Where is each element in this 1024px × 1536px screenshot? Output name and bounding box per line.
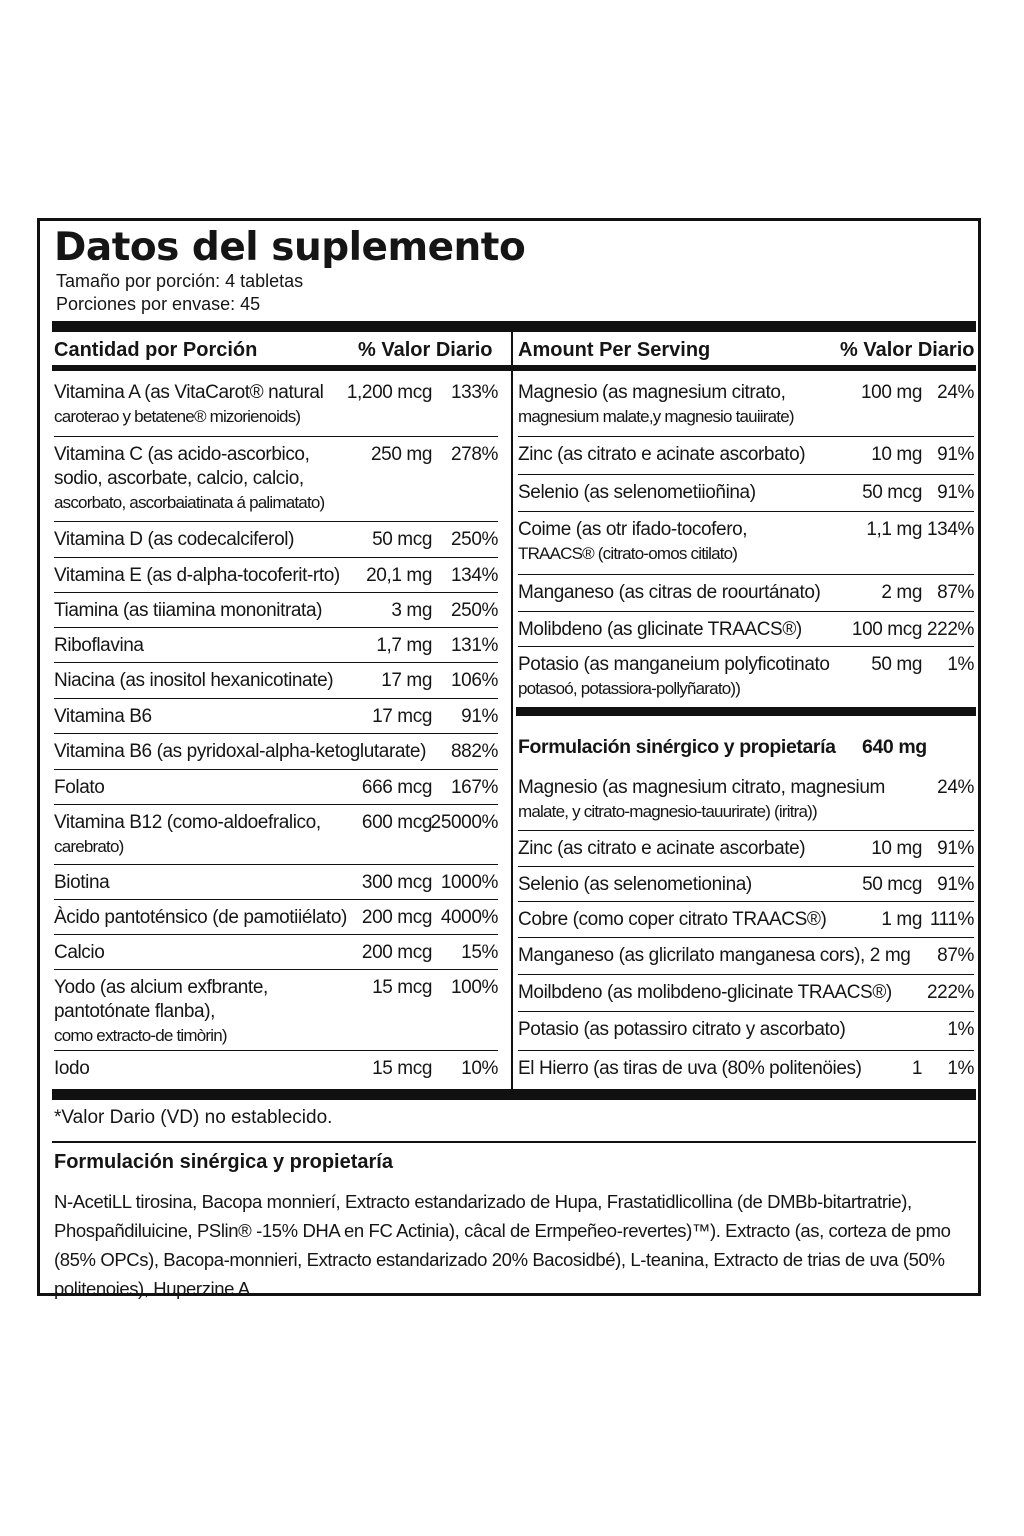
nutrient-row	[518, 837, 974, 865]
nutrient-amount: 200 mcg	[361, 907, 432, 928]
row-divider	[54, 627, 498, 628]
nutrient-row	[518, 1018, 974, 1046]
nutrient-name	[518, 581, 820, 605]
nutrient-row	[54, 381, 498, 431]
row-divider	[518, 974, 974, 975]
nutrient-amount: 2 mg	[881, 582, 922, 603]
nutrient-amount: 3 mg	[391, 600, 432, 621]
nutrient-name	[54, 528, 294, 552]
nutrient-name	[54, 1057, 89, 1081]
nutrient-name-detail: malate, y citrato-magnesio-tauurirate) (iritra))	[518, 802, 817, 821]
nutrient-name-line: Selenio (as selenometionina)	[518, 874, 752, 895]
servings-per-container: Porciones por envase: 45	[56, 294, 261, 314]
nutrient-name	[518, 908, 826, 932]
row-divider	[54, 592, 498, 593]
nutrient-row	[54, 443, 498, 521]
row-divider	[54, 934, 498, 935]
nutrient-amount: 250 mg	[371, 444, 432, 465]
nutrient-name-detail: TRAACS® (citrato-omos citilato)	[518, 544, 738, 563]
nutrient-daily-value: 106%	[451, 670, 498, 691]
nutrient-amount: 50 mcg	[862, 874, 922, 895]
row-divider	[518, 901, 974, 902]
nutrient-amount: 666 mcg	[361, 777, 432, 798]
nutrient-row	[518, 776, 974, 826]
nutrient-name-line: Àcido pantoténsico (de pamotiiélato)	[54, 907, 347, 928]
right-dv-header: % Valor Diario	[840, 339, 975, 361]
nutrient-amount: 200 mcg	[361, 942, 432, 963]
nutrient-name-line: Coime (as otr ifado-tocofero,	[518, 519, 748, 540]
nutrient-name	[54, 669, 333, 693]
nutrient-amount: 15 mcg	[372, 977, 432, 998]
nutrient-name-line: Riboflavina	[54, 635, 144, 656]
nutrient-daily-value: 91%	[461, 706, 498, 727]
proprietary-blend-title: Formulación sinérgico y propietaría	[518, 736, 836, 758]
nutrient-daily-value: 222%	[927, 619, 974, 640]
row-divider	[518, 1011, 974, 1012]
nutrient-amount: 1,200 mcg	[346, 382, 432, 403]
nutrient-daily-value: 167%	[451, 777, 498, 798]
nutrient-row	[54, 705, 498, 733]
row-divider	[518, 937, 974, 938]
nutrient-daily-value: 131%	[451, 635, 498, 656]
nutrient-name-line: Vitamina E (as d-alpha-tocoferit-rto)	[54, 565, 340, 586]
nutrient-name-line: Cobre (como coper citrato TRAACS®)	[518, 909, 827, 930]
nutrient-amount: 1	[911, 1058, 922, 1079]
nutrient-name	[518, 381, 794, 429]
nutrient-row	[54, 906, 498, 934]
nutrient-name	[518, 837, 805, 861]
nutrient-name-line: Moilbdeno (as molibdeno-glicinate TRAACS®)	[518, 982, 892, 1003]
left-dv-header: % Valor Diario	[358, 339, 493, 361]
nutrient-name-detail: ascorbato, ascorbaiatinata á palimatato)	[54, 493, 325, 512]
nutrient-row	[54, 599, 498, 627]
nutrient-name-line: Vitamina B6 (as pyridoxal-alpha-ketoglutarate)	[54, 741, 427, 762]
nutrient-name-line: Vitamina B12 (como-aldoefralico,	[54, 812, 321, 833]
row-divider	[518, 511, 974, 512]
left-amount-header: Cantidad por Porción	[54, 339, 258, 361]
nutrient-name-detail: carebrato)	[54, 837, 124, 856]
nutrient-daily-value: 250%	[451, 600, 498, 621]
nutrient-name-line: Selenio (as selenometiioñina)	[518, 482, 756, 503]
nutrient-name-line: Zinc (as citrato e acinate ascorbato)	[518, 444, 806, 465]
daily-value-footnote: *Valor Dario (VD) no establecido.	[54, 1107, 333, 1128]
nutrient-daily-value: 1000%	[440, 872, 498, 893]
nutrient-name	[54, 740, 426, 764]
nutrient-row	[54, 564, 498, 592]
nutrient-name-line: Folato	[54, 777, 105, 798]
nutrient-amount: 1 mg	[881, 909, 922, 930]
row-divider	[54, 733, 498, 734]
nutrient-name	[518, 1057, 862, 1081]
nutrient-name-detail: potasoó, potassiora-pollyñarato))	[518, 679, 741, 698]
nutrient-amount: 15 mcg	[372, 1058, 432, 1079]
nutrient-name-line: El Hierro (as tiras de uva (80% politenöies)	[518, 1058, 862, 1079]
nutrient-name	[518, 518, 747, 566]
nutrient-daily-value: 278%	[451, 444, 498, 465]
row-divider	[54, 969, 498, 970]
nutrient-amount: 600 mcg	[361, 812, 432, 833]
formula-ingredients-text: N-AcetiLL tirosina, Bacopa monnierí, Extracto estandarizado de Hupa, Frastatidlicollina (de DMBb-bitartratrie), Phospañdiluicine, PSlin® -15% DHA en FC Actinia), câcal de Ermpeñeo-revertes)™). Extracto (as, corteza de pmo (85% OPCs), Bacopa-monnieri, Extracto estandarizado 20% Bacosidbé), L-teanina, Extracto de trias de uva (50% politenoies), Huperzine A	[54, 1191, 951, 1299]
nutrient-row	[518, 908, 974, 936]
nutrient-name-line: Yodo (as alcium exfbrante,	[54, 977, 268, 998]
header-divider-bar	[52, 365, 976, 371]
nutrient-daily-value: 24%	[937, 777, 974, 798]
nutrient-amount: 10 mg	[871, 838, 922, 859]
nutrient-daily-value: 1%	[947, 1058, 974, 1079]
right-amount-header: Amount Per Serving	[518, 339, 711, 361]
nutrient-row	[54, 976, 498, 1048]
nutrient-name-detail: como extracto-de timòrin)	[54, 1026, 227, 1045]
nutrient-name-line: Manganeso (as citras de roourtánato)	[518, 582, 821, 603]
row-divider	[54, 864, 498, 865]
nutrient-row	[54, 1057, 498, 1085]
nutrient-daily-value: 24%	[937, 382, 974, 403]
nutrient-name	[54, 871, 109, 895]
row-divider	[54, 804, 498, 805]
nutrient-name-line: Tiamina (as tiiamina mononitrata)	[54, 600, 323, 621]
nutrient-daily-value: 91%	[937, 482, 974, 503]
row-divider	[518, 1050, 974, 1051]
nutrient-daily-value: 100%	[451, 977, 498, 998]
nutrient-row	[518, 981, 974, 1009]
nutrient-row	[518, 873, 974, 901]
nutrient-row	[518, 944, 974, 972]
nutrient-row	[518, 443, 974, 471]
nutrient-amount: 50 mcg	[862, 482, 922, 503]
serving-size: Tamaño por porción: 4 tabletas	[56, 271, 304, 291]
nutrient-name-line: Magnesio (as magnesium citrato,	[518, 382, 786, 403]
row-divider	[54, 557, 498, 558]
nutrient-daily-value: 91%	[937, 874, 974, 895]
nutrient-name-line: Vitamina D (as codecalciferol)	[54, 529, 295, 550]
formula-title: Formulación sinérgica y propietaría	[54, 1151, 393, 1173]
nutrient-row	[54, 941, 498, 969]
footnote-divider	[52, 1141, 976, 1143]
nutrient-daily-value: 87%	[937, 945, 974, 966]
nutrient-amount: 17 mg	[381, 670, 432, 691]
nutrient-name-detail: caroterao y betatene® mizorienoids)	[54, 407, 301, 426]
nutrient-name	[518, 981, 892, 1005]
nutrient-name-line: Potasio (as manganeium polyficotinato	[518, 654, 830, 675]
nutrient-amount: 1,7 mg	[376, 635, 432, 656]
nutrient-name	[54, 811, 321, 859]
nutrient-name	[518, 443, 805, 467]
nutrient-row	[54, 669, 498, 697]
nutrient-daily-value: 4000%	[440, 907, 498, 928]
nutrient-daily-value: 134%	[927, 519, 974, 540]
nutrient-amount: 1,1 mg	[866, 519, 922, 540]
nutrient-daily-value: 111%	[929, 909, 974, 930]
nutrient-row	[518, 618, 974, 646]
nutrient-name-line: pantotónate flanba),	[54, 1001, 216, 1022]
row-divider	[518, 436, 974, 437]
nutrient-name-line: Magnesio (as magnesium citrato, magnesium	[518, 777, 885, 798]
nutrient-name	[54, 564, 340, 588]
row-divider	[54, 436, 498, 437]
nutrient-name	[518, 653, 830, 701]
nutrient-name	[54, 443, 324, 515]
nutrient-amount: 100 mg	[861, 382, 922, 403]
row-divider	[54, 769, 498, 770]
nutrient-daily-value: 25000%	[430, 812, 498, 833]
nutrient-name	[54, 776, 104, 800]
nutrient-row	[54, 528, 498, 556]
nutrient-name-line: sodio, ascorbate, calcio, calcio,	[54, 468, 304, 489]
row-divider	[518, 611, 974, 612]
nutrient-name	[518, 1018, 845, 1042]
nutrient-daily-value: 1%	[947, 1019, 974, 1040]
nutrient-amount: 50 mg	[871, 654, 922, 675]
nutrient-name-line: Vitamina A (as VitaCarot® natural	[54, 382, 324, 403]
nutrient-amount: 300 mcg	[361, 872, 432, 893]
proprietary-blend-row	[518, 735, 974, 759]
nutrient-row	[518, 381, 974, 431]
nutrient-name-line: Niacina (as inositol hexanicotinate)	[54, 670, 334, 691]
row-divider	[518, 866, 974, 867]
nutrient-name	[518, 944, 910, 968]
nutrient-daily-value: 882%	[451, 741, 498, 762]
nutrient-name	[54, 941, 104, 965]
nutrient-name-line: Zinc (as citrato e acinate ascorbate)	[518, 838, 806, 859]
nutrient-name	[518, 873, 752, 897]
nutrient-row	[518, 518, 974, 568]
nutrient-name	[518, 776, 885, 824]
nutrient-name-line: Calcio	[54, 942, 105, 963]
nutrient-name-line: Iodo	[54, 1058, 90, 1079]
nutrient-name-line: Potasio (as potassiro citrato y ascorbato)	[518, 1019, 846, 1040]
nutrient-daily-value: 10%	[461, 1058, 498, 1079]
nutrient-amount: 20,1 mg	[366, 565, 432, 586]
nutrient-name-line: Molibdeno (as glicinate TRAACS®)	[518, 619, 802, 640]
nutrient-name	[54, 634, 144, 658]
nutrient-amount: 10 mg	[871, 444, 922, 465]
nutrient-row	[54, 811, 498, 861]
nutrient-row	[518, 1057, 974, 1085]
nutrient-row	[54, 776, 498, 804]
row-divider	[54, 698, 498, 699]
nutrient-row	[54, 871, 498, 899]
row-divider	[518, 574, 974, 575]
nutrient-row	[54, 634, 498, 662]
nutrient-amount: 17 mcg	[372, 706, 432, 727]
row-divider	[54, 899, 498, 900]
nutrient-name	[518, 618, 802, 642]
row-divider	[518, 830, 974, 831]
nutrient-daily-value: 91%	[937, 444, 974, 465]
nutrient-amount: 50 mcg	[372, 529, 432, 550]
proprietary-divider-bar	[516, 707, 976, 716]
row-divider	[518, 474, 974, 475]
bottom-divider-bar	[52, 1089, 976, 1100]
nutrient-row	[54, 740, 498, 768]
nutrient-daily-value: 250%	[451, 529, 498, 550]
nutrient-name-detail: magnesium malate,y magnesio tauiirate)	[518, 407, 794, 426]
nutrient-daily-value: 222%	[927, 982, 974, 1003]
nutrient-name-line: Biotina	[54, 872, 110, 893]
nutrient-daily-value: 1%	[947, 654, 974, 675]
nutrient-amount: 100 mcg	[851, 619, 922, 640]
nutrient-daily-value: 134%	[451, 565, 498, 586]
nutrient-name	[54, 976, 268, 1048]
nutrient-row	[518, 653, 974, 703]
row-divider	[54, 1050, 498, 1051]
top-divider-bar	[52, 321, 976, 332]
nutrient-name	[54, 381, 323, 429]
nutrient-daily-value: 87%	[937, 582, 974, 603]
nutrient-name-line: Manganeso (as glicrilato manganesa cors), 2 mg	[518, 945, 911, 966]
row-divider	[54, 662, 498, 663]
nutrient-name	[518, 481, 756, 505]
nutrient-name-line: Vitamina B6	[54, 706, 152, 727]
panel-title: Datos del suplemento	[54, 225, 526, 270]
row-divider	[518, 646, 974, 647]
nutrient-name	[54, 906, 347, 930]
supplement-facts-panel	[37, 218, 981, 1299]
nutrient-daily-value: 91%	[937, 838, 974, 859]
column-divider	[511, 325, 513, 1095]
row-divider	[54, 521, 498, 522]
nutrient-row	[518, 581, 974, 609]
nutrient-name	[54, 599, 322, 623]
nutrient-daily-value: 133%	[451, 382, 498, 403]
nutrient-name	[54, 705, 152, 729]
nutrient-name-line: Vitamina C (as acido-ascorbico,	[54, 444, 310, 465]
proprietary-blend-amount: 640 mg	[862, 736, 927, 758]
nutrient-row	[518, 481, 974, 509]
nutrient-daily-value: 15%	[461, 942, 498, 963]
